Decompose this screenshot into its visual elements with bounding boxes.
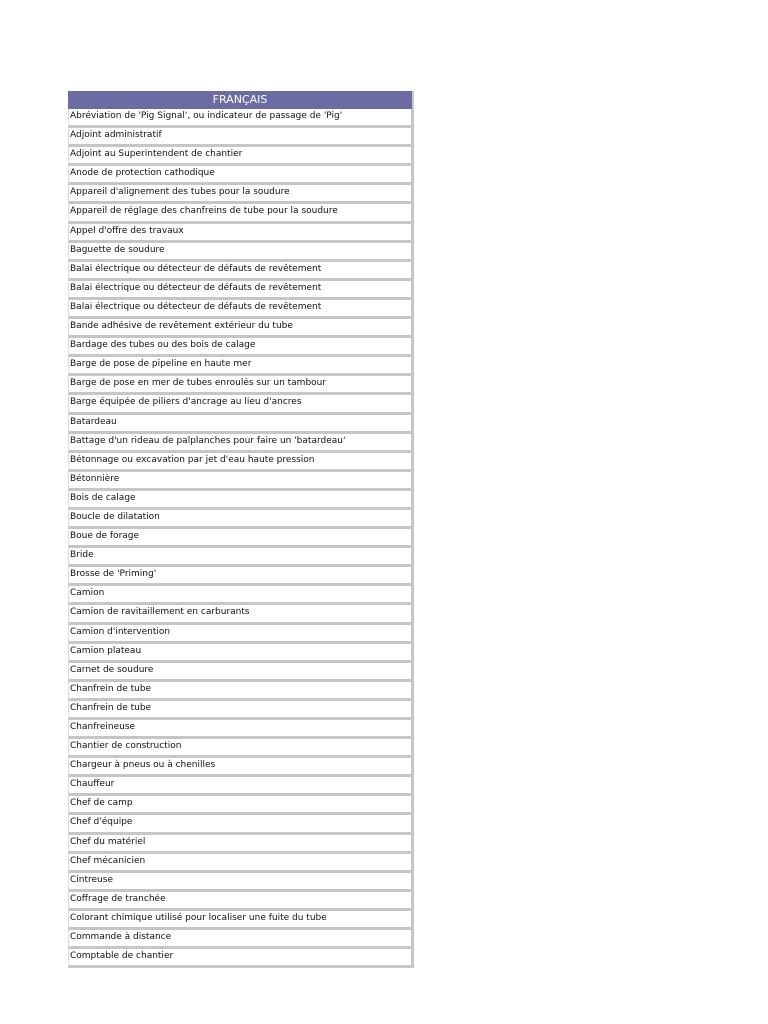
table-row: Chef d'équipe: [68, 815, 414, 834]
table-row: Chanfrein de tube: [68, 682, 414, 701]
table-row: Chanfrein de tube: [68, 701, 414, 720]
table-row: Chef du matériel: [68, 835, 414, 854]
table-row: Coffrage de tranchée: [68, 892, 414, 911]
table-row: Appel d'offre des travaux: [68, 224, 414, 243]
table-row: Batardeau: [68, 415, 414, 434]
table-row: Cintreuse: [68, 873, 414, 892]
table-row: Balai électrique ou détecteur de défauts de revêtement: [68, 281, 414, 300]
table-row: Abréviation de 'Pig Signal', ou indicateur de passage de 'Pig': [68, 109, 414, 128]
table-row: Carnet de soudure: [68, 663, 414, 682]
table-row: Brosse de 'Priming': [68, 567, 414, 586]
table-row: Adjoint au Superintendent de chantier: [68, 147, 414, 166]
table-row: Bétonnière: [68, 472, 414, 491]
table-row: Boucle de dilatation: [68, 510, 414, 529]
table-row: Battage d'un rideau de palplanches pour faire un 'batardeau': [68, 434, 414, 453]
table-row: Camion de ravitaillement en carburants: [68, 605, 414, 624]
table-row: Barge équipée de piliers d'ancrage au lieu d'ancres: [68, 395, 414, 414]
table-row: Anode de protection cathodique: [68, 166, 414, 185]
table-row: Balai électrique ou détecteur de défauts de revêtement: [68, 300, 414, 319]
table-row: Bétonnage ou excavation par jet d'eau haute pression: [68, 453, 414, 472]
table-row: Colorant chimique utilisé pour localiser une fuite du tube: [68, 911, 414, 930]
table-row: Bois de calage: [68, 491, 414, 510]
table-row: Adjoint administratif: [68, 128, 414, 147]
table-row: Bande adhésive de revêtement extérieur du tube: [68, 319, 414, 338]
table-row: Camion: [68, 586, 414, 605]
table-row: Barge de pose en mer de tubes enroulés sur un tambour: [68, 376, 414, 395]
table-row: Appareil d'alignement des tubes pour la soudure: [68, 185, 414, 204]
table-row: Boue de forage: [68, 529, 414, 548]
table-row: Barge de pose de pipeline en haute mer: [68, 357, 414, 376]
table-row: Chef mécanicien: [68, 854, 414, 873]
glossary-table: [68, 91, 414, 968]
table-row: Commande à distance: [68, 930, 414, 949]
table-row: Baguette de soudure: [68, 243, 414, 262]
table-row: Bardage des tubes ou des bois de calage: [68, 338, 414, 357]
column-header-francais: FRANÇAIS: [68, 91, 414, 109]
table-row: Bride: [68, 548, 414, 567]
table-row: Balai électrique ou détecteur de défauts de revêtement: [68, 262, 414, 281]
table-row: Chef de camp: [68, 796, 414, 815]
table-row: Chantier de construction: [68, 739, 414, 758]
table-row: Comptable de chantier: [68, 949, 414, 968]
table-row: Camion d'intervention: [68, 625, 414, 644]
table-row: Chargeur à pneus ou à chenilles: [68, 758, 414, 777]
table-row: Camion plateau: [68, 644, 414, 663]
term-list: [68, 109, 414, 968]
table-row: Chanfreineuse: [68, 720, 414, 739]
table-row: Chauffeur: [68, 777, 414, 796]
table-row: Appareil de réglage des chanfreins de tube pour la soudure: [68, 204, 414, 223]
